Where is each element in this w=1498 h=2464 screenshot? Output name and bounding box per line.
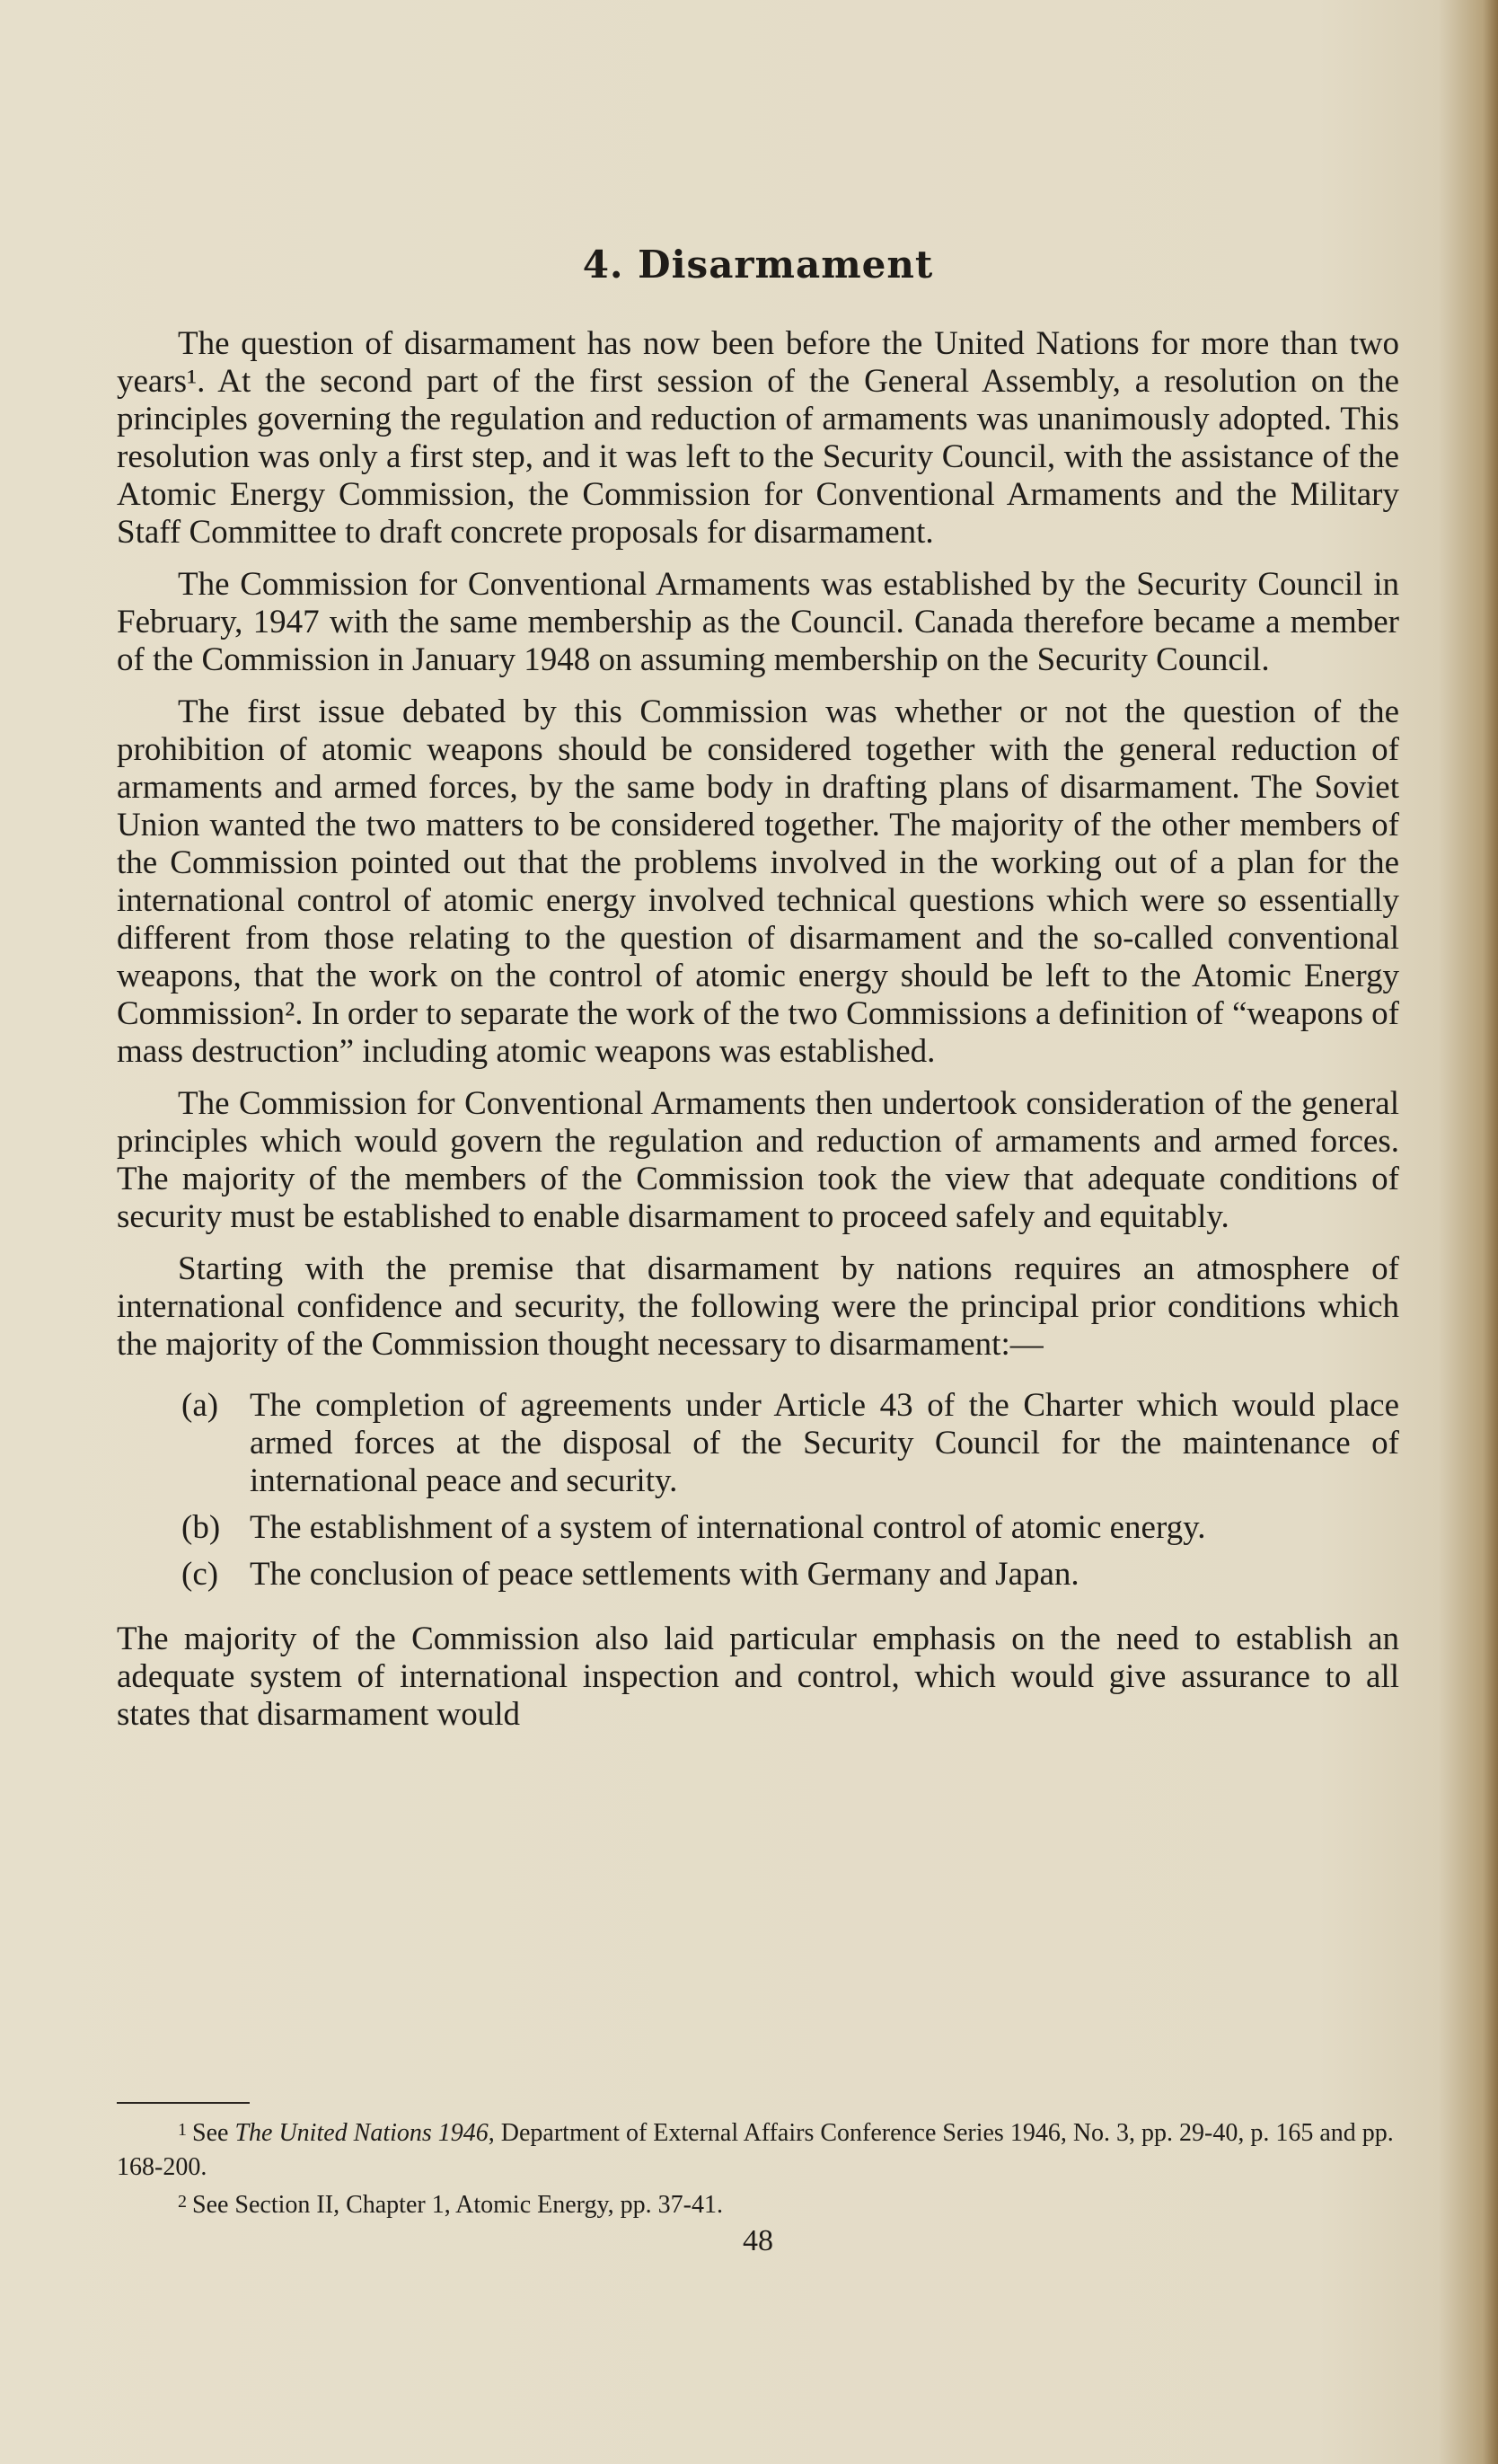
paragraph: The Commission for Conventional Armaments was established by the Security Council in February, 1947 with the same membership as the Council. Canada therefore became a member of the Commission in January 1948 on assuming membership on the Security Council. — [117, 566, 1399, 678]
list-item-text: The conclusion of peace settlements with Germany and Japan. — [250, 1556, 1079, 1593]
footnote-rest: , Department of External Affairs Conference Series 1946, No. 3, pp. 29-40, p. 165 and pp. 168-200. — [117, 2119, 1394, 2181]
list-item — [117, 1387, 1399, 1500]
footnote-2 — [117, 2185, 1399, 2222]
section-title: 4. Disarmament — [582, 243, 934, 287]
footnote-divider — [117, 2102, 250, 2104]
paragraph: The first issue debated by this Commission was whether or not the question of the prohibition of atomic weapons should be considered together with the general reduction of armaments and armed forces, by the same body in drafting plans of disarmament. The Soviet Union wanted the two matters to be considered together. The majority of the other members of the Commission pointed out that the problems involved in the working out of a plan for the international control of atomic energy involved technical questions which were so essentially different from those relating to the question of disarmament and the so-called conventional weapons, that the work on the control of atomic energy should be left to the Atomic Energy Commission². In order to separate the work of the two Commissions a definition of “weapons of mass destruction” including atomic weapons was established. — [117, 693, 1399, 1070]
footnote-title: The United Nations 1946 — [234, 2119, 489, 2147]
footnotes — [117, 2102, 1399, 2222]
closing-paragraph: The majority of the Commission also laid particular emphasis on the need to establish an adequate system of international inspection and control, which would give assurance to all states that disarmament would — [117, 1621, 1399, 1733]
conditions-list — [117, 1387, 1399, 1594]
body-text — [117, 325, 1399, 1748]
list-marker: (a) — [181, 1387, 219, 1424]
list-marker: (c) — [181, 1556, 219, 1593]
list-marker: (b) — [181, 1509, 221, 1546]
footnote-mark: 2 — [178, 2192, 187, 2212]
footnote-1 — [117, 2113, 1399, 2185]
paragraph: The Commission for Conventional Armaments then undertook consideration of the general principles which would govern the regulation and reduction of armaments and armed forces. The majority of the members of the Commission took the view that adequate conditions of security must be established to enable disarmament to proceed safely and equitably. — [117, 1085, 1399, 1235]
list-item — [117, 1556, 1399, 1594]
paragraph: Starting with the premise that disarmament by nations requires an atmosphere of international confidence and security, the following were the principal prior conditions which the majority of the Commission thought necessary to disarmament:— — [117, 1250, 1399, 1363]
page-number: 48 — [743, 2224, 773, 2257]
footnote-mark: 1 — [178, 2120, 187, 2140]
list-item-text: The completion of agreements under Article 43 of the Charter which would place armed forces at the disposal of the Security Council for the maintenance of international peace and security. — [250, 1387, 1399, 1499]
footnote-prefix: See Section II, Chapter 1, Atomic Energy, pp. 37-41. — [192, 2191, 723, 2219]
footnote-prefix: See — [192, 2119, 235, 2147]
paragraph: The question of disarmament has now been before the United Nations for more than two years¹. At the second part of the first session of the General Assembly, a resolution on the principles governing the regulation and reduction of armaments was unanimously adopted. This resolution was only a first step, and it was left to the Security Council, with the assistance of the Atomic Energy Commission, the Commission for Conventional Armaments and the Military Staff Committee to draft concrete proposals for disarmament. — [117, 325, 1399, 551]
list-item-text: The establishment of a system of international control of atomic energy. — [250, 1509, 1206, 1546]
list-item — [117, 1509, 1399, 1547]
